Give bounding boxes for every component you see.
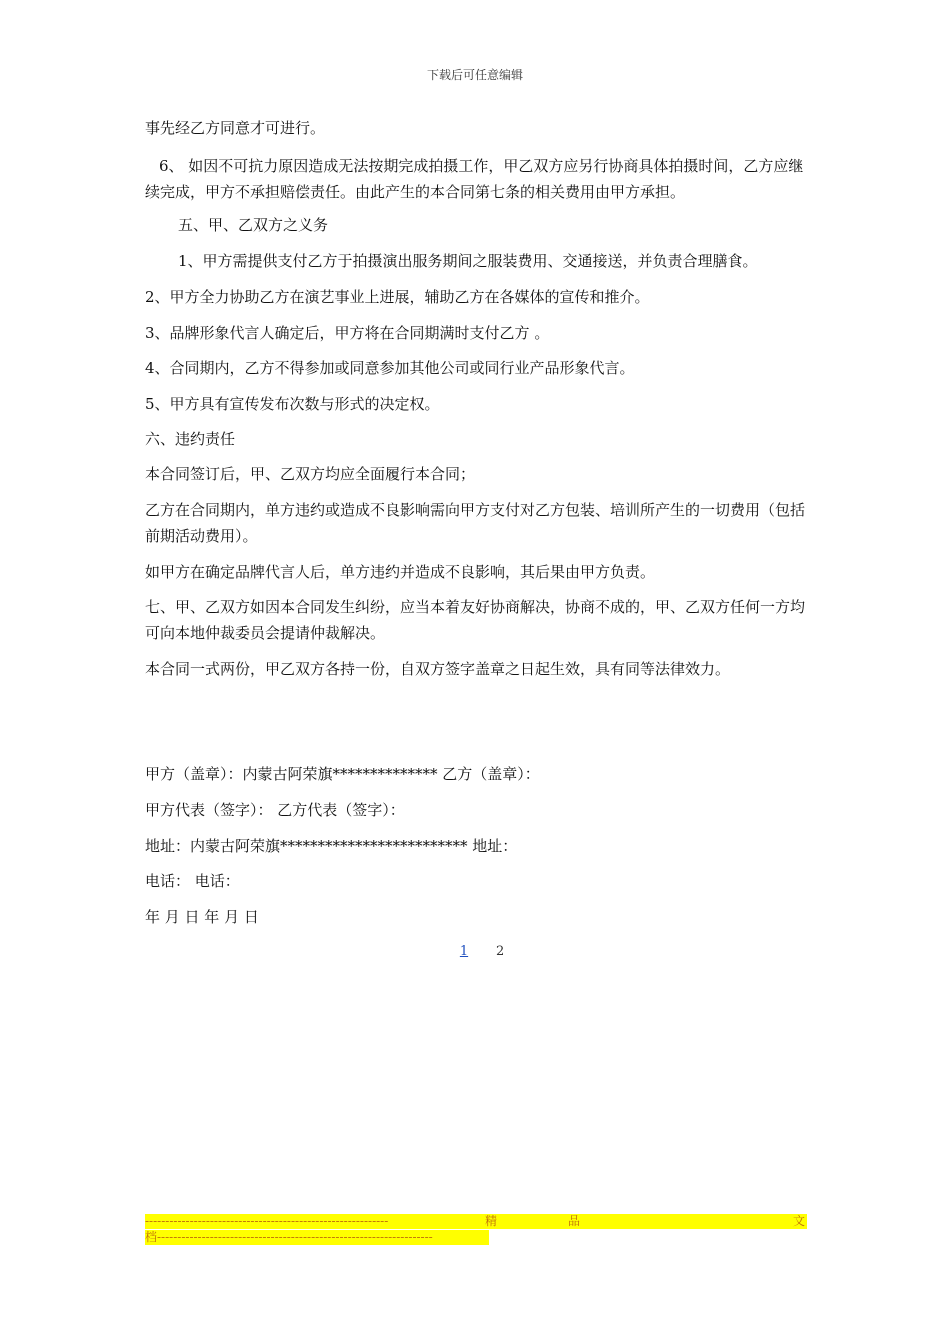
paragraph-10: 乙方在合同期内，单方违约或造成不良影响需向甲方支付对乙方包装、培训所产生的一切费用（包括前期活动费用）。 (145, 501, 806, 545)
paragraph-0: 事先经乙方同意才可进行。 (145, 119, 326, 137)
section-6-heading: 六、违约责任 (145, 430, 236, 448)
footer-banner-line-1 (145, 1214, 807, 1229)
paragraph-9: 本合同签订后，甲、乙双方均应全面履行本合同； (145, 465, 476, 483)
page-link-current[interactable]: 1 (459, 944, 469, 959)
paragraph-3: 1、甲方需提供支付乙方于拍摄演出服务期间之服装费用、交通接送，并负责合理膳食。 (178, 252, 758, 270)
footer-char: 品 (568, 1214, 581, 1228)
footer-char: 精 (485, 1214, 498, 1228)
pagination (446, 944, 504, 959)
signature-date: 年 月 日 年 月 日 (145, 908, 259, 926)
paragraph-4: 2、甲方全力协助乙方在演艺事业上进展，辅助乙方在各媒体的宣传和推介。 (145, 288, 650, 306)
paragraph-7: 5、甲方具有宣传发布次数与形式的决定权。 (145, 395, 440, 413)
page-header: 下载后可任意编辑 (426, 68, 523, 82)
section-5-heading: 五、甲、乙双方之义务 (178, 216, 329, 234)
footer-dashes: ------------------------------------------------------------ (145, 1214, 389, 1228)
paragraph-5: 3、品牌形象代言人确定后，甲方将在合同期满时支付乙方 。 (145, 324, 550, 342)
footer-banner-line-2 (145, 1230, 489, 1245)
signature-party-a-seal: 甲方（盖章）：内蒙古阿荣旗************** 乙方（盖章）： (145, 765, 540, 783)
paragraph-1: 6、 如因不可抗力原因造成无法按期完成拍摄工作，甲乙双方应另行协商具体拍摄时间，乙方应继续完成，甲方不承担赔偿责任。由此产生的本合同第七条的相关费用由甲方承担。 (145, 157, 804, 201)
paragraph-13: 本合同一式两份，甲乙双方各持一份，自双方签字盖章之日起生效，具有同等法律效力。 (145, 660, 731, 678)
signature-representatives: 甲方代表（签字）： 乙方代表（签字）： (145, 801, 405, 819)
footer-char: 档 (145, 1230, 158, 1244)
page-link-next[interactable]: 2 (496, 944, 505, 959)
section-7-paragraph: 七、甲、乙双方如因本合同发生纠纷，应当本着友好协商解决，协商不成的，甲、乙双方任何一方均可向本地仲裁委员会提请仲裁解决。 (145, 598, 806, 642)
footer-char: 文 (793, 1214, 806, 1228)
signature-phone: 电话： 电话： (145, 872, 240, 890)
footer-dashes: -------------------------------------------------------------------- (157, 1230, 433, 1244)
signature-address: 地址：内蒙古阿荣旗************************* 地址： (145, 837, 518, 855)
paragraph-6: 4、合同期内，乙方不得参加或同意参加其他公司或同行业产品形象代言。 (145, 359, 635, 377)
paragraph-11: 如甲方在确定品牌代言人后，单方违约并造成不良影响，其后果由甲方负责。 (145, 563, 656, 581)
